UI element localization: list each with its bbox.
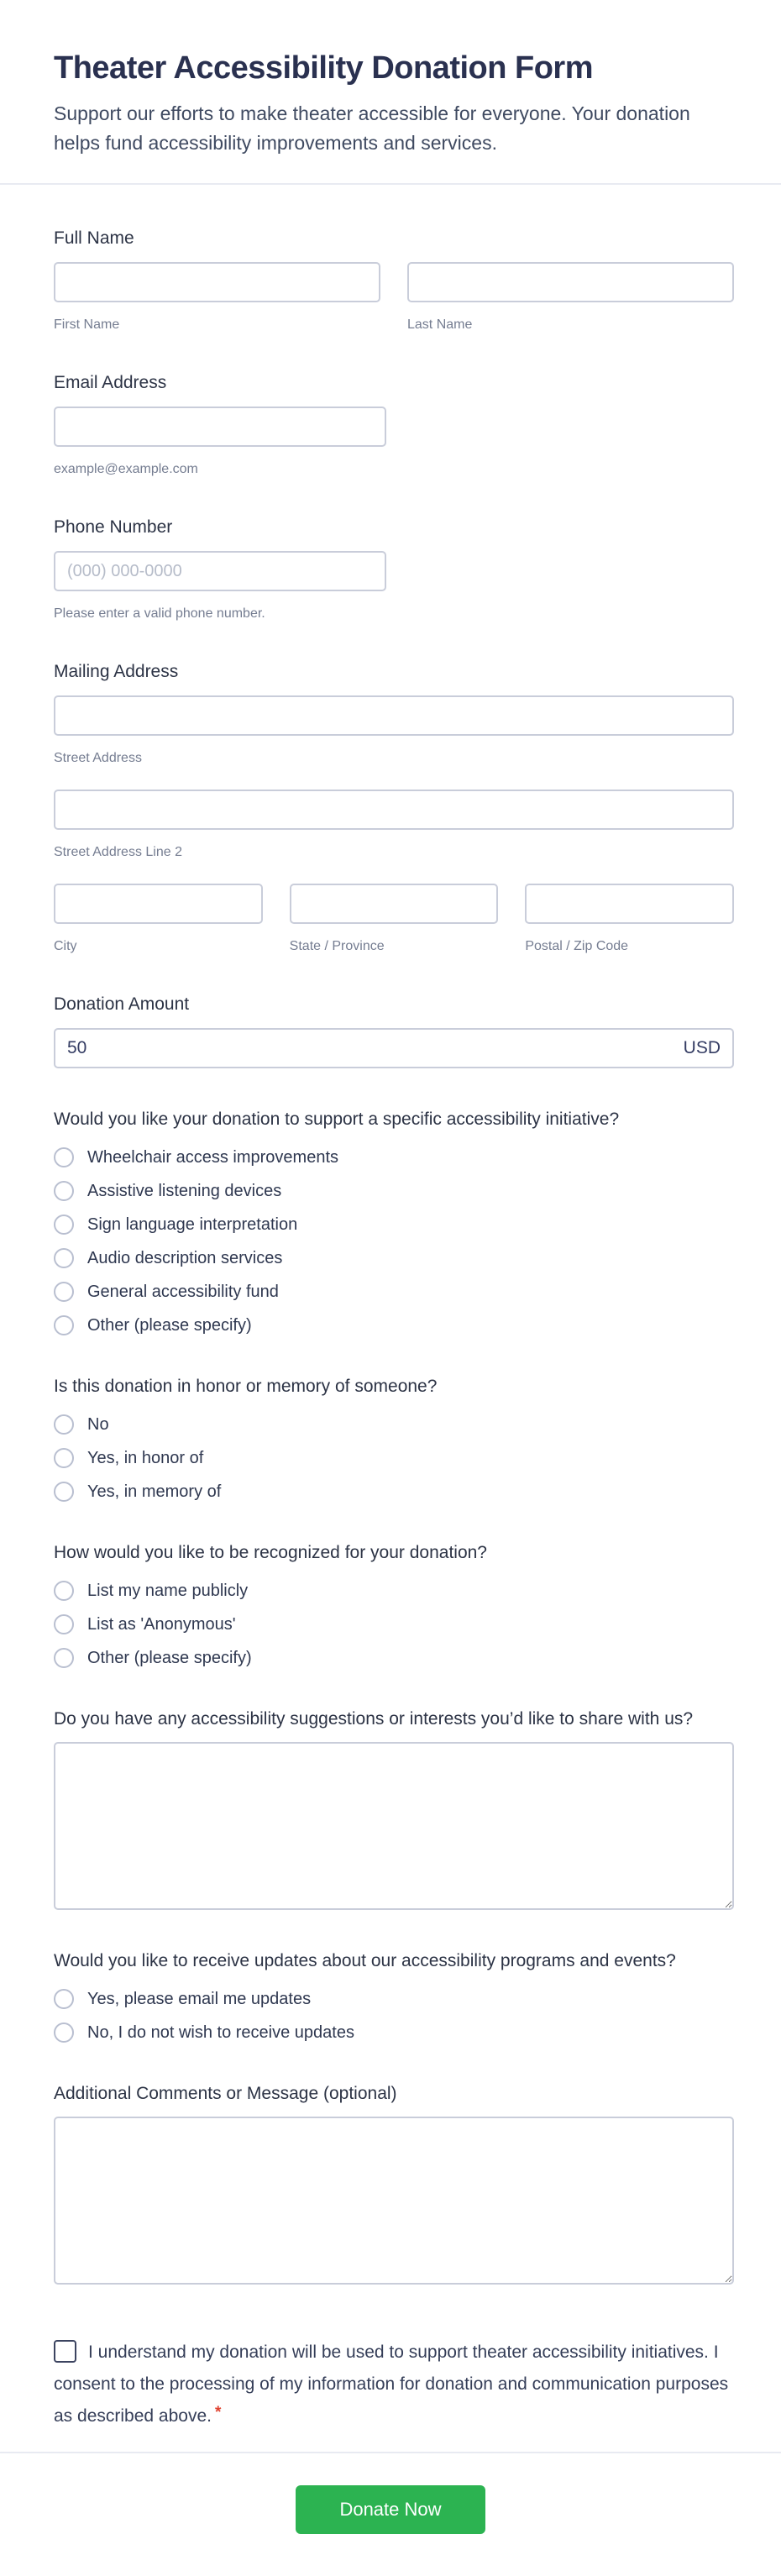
radio-option-label: List my name publicly [87,1582,249,1600]
radio-icon[interactable] [54,2023,74,2043]
zip-sublabel: Postal / Zip Code [525,939,629,953]
recognition-question-label: How would you like to be recognized for your donation? [54,1543,487,1562]
initiative-option-5[interactable] [54,1282,734,1302]
zip-column [525,884,734,954]
radio-option-label: Sign language interpretation [87,1215,298,1234]
last-name-column [407,262,734,333]
phone-input[interactable] [54,551,386,591]
initiative-option-6[interactable] [54,1315,734,1335]
phone-label: Phone Number [54,517,173,537]
page-subtitle: Support our efforts to make theater accessible for everyone. Your donation helps fund accessibility improvements and services. [54,102,690,154]
radio-icon[interactable] [54,1989,74,2009]
radio-option-label: General accessibility fund [87,1283,279,1301]
updates-option-1[interactable] [54,1989,734,2009]
radio-icon[interactable] [54,1482,74,1502]
last-name-sublabel: Last Name [407,317,473,332]
radio-option-label: No, I do not wish to receive updates [87,2023,354,2042]
comments-field [54,2083,734,2285]
honor-memory-option-2[interactable] [54,1448,734,1468]
full-name-columns [54,262,734,333]
donation-amount-input[interactable] [67,1038,675,1058]
radio-icon[interactable] [54,1147,74,1167]
consent-row[interactable] [54,2337,734,2433]
radio-icon[interactable] [54,1448,74,1468]
consent-checkbox[interactable] [54,2340,76,2363]
initiative-option-3[interactable] [54,1215,734,1235]
initiative-option-2[interactable] [54,1181,734,1201]
donation-amount-field [54,994,734,1068]
mailing-address-field [54,662,734,954]
radio-option-label: Yes, in memory of [87,1482,222,1501]
comments-textarea[interactable] [54,2117,734,2285]
recognition-option-1[interactable] [54,1581,734,1601]
radio-option-label: No [87,1415,109,1434]
donation-amount-label: Donation Amount [54,994,190,1014]
email-label: Email Address [54,373,167,392]
page-title: Theater Accessibility Donation Form [54,50,594,86]
honor-memory-option-3[interactable] [54,1482,734,1502]
radio-option-label: Audio description services [87,1249,283,1267]
phone-helper: Please enter a valid phone number. [54,606,265,621]
mailing-address-label: Mailing Address [54,662,179,681]
last-name-input[interactable] [407,262,734,302]
updates-question [54,1950,734,2043]
radio-icon[interactable] [54,1581,74,1601]
city-sublabel: City [54,939,77,953]
initiative-option-4[interactable] [54,1248,734,1268]
donation-amount-box [54,1028,734,1068]
suggestions-question-label: Do you have any accessibility suggestions or interests you’d like to share with us? [54,1709,694,1729]
form-body [0,185,781,2433]
first-name-sublabel: First Name [54,317,120,332]
recognition-option-2[interactable] [54,1614,734,1634]
suggestions-textarea[interactable] [54,1742,734,1910]
radio-icon[interactable] [54,1248,74,1268]
state-input[interactable] [290,884,499,924]
full-name-field [54,228,734,333]
state-column [290,884,499,954]
radio-option-label: Other (please specify) [87,1649,252,1667]
initiative-option-1[interactable] [54,1147,734,1167]
recognition-question [54,1542,734,1668]
honor-memory-question-label: Is this donation in honor or memory of someone? [54,1377,438,1396]
radio-icon[interactable] [54,1215,74,1235]
updates-option-2[interactable] [54,2023,734,2043]
radio-option-label: List as 'Anonymous' [87,1615,236,1634]
initiative-question-label: Would you like your donation to support a specific accessibility initiative? [54,1110,620,1129]
radio-icon[interactable] [54,1282,74,1302]
required-asterisk: * [214,2404,222,2421]
radio-option-label: Wheelchair access improvements [87,1148,338,1167]
radio-icon[interactable] [54,1614,74,1634]
radio-icon[interactable] [54,1648,74,1668]
email-input[interactable] [54,407,386,447]
street-address2-input[interactable] [54,790,734,830]
city-state-zip-row [54,884,734,954]
state-sublabel: State / Province [289,939,385,953]
radio-option-label: Yes, in honor of [87,1449,204,1467]
first-name-input[interactable] [54,262,380,302]
donate-now-button[interactable]: Donate Now [296,2485,485,2534]
radio-icon[interactable] [54,1181,74,1201]
suggestions-field [54,1708,734,1910]
street-address-input[interactable] [54,695,734,736]
email-helper: example@example.com [54,462,198,476]
radio-option-label: Other (please specify) [87,1316,252,1335]
city-column [54,884,263,954]
zip-input[interactable] [525,884,734,924]
radio-icon[interactable] [54,1315,74,1335]
radio-option-label: Yes, please email me updates [87,1990,312,2008]
consent-text: I understand my donation will be used to support theater accessibility initiatives. I consent to the processing of my information for donation and communication purposes as described above. [54,2343,729,2426]
first-name-column [54,262,380,333]
form-footer [0,2453,781,2576]
currency-label: USD [683,1038,721,1057]
honor-memory-question [54,1376,734,1502]
honor-memory-option-1[interactable] [54,1414,734,1435]
updates-question-label: Would you like to receive updates about our accessibility programs and events? [54,1951,676,1970]
phone-field [54,517,734,622]
email-field [54,373,734,477]
form-header [0,0,781,183]
full-name-label: Full Name [54,228,134,248]
initiative-question [54,1109,734,1335]
street-address2-sublabel: Street Address Line 2 [54,845,182,859]
city-input[interactable] [54,884,263,924]
street-address-sublabel: Street Address [54,751,142,765]
recognition-option-3[interactable] [54,1648,734,1668]
comments-label: Additional Comments or Message (optional) [54,2084,397,2103]
consent-field [54,2337,734,2433]
radio-option-label: Assistive listening devices [87,1182,282,1200]
radio-icon[interactable] [54,1414,74,1435]
